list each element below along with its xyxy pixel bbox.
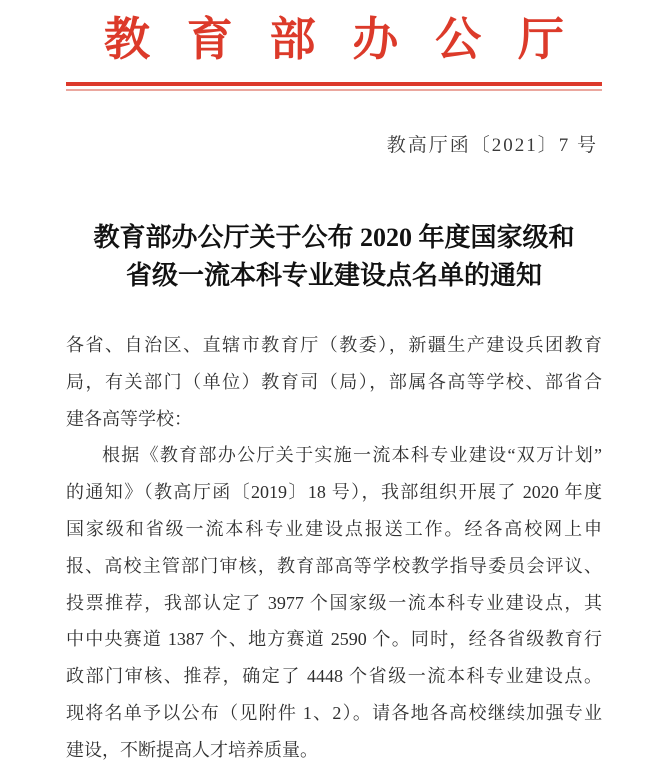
document-body <box>66 327 602 769</box>
document-title-line-1: 教育部办公厅关于公布 2020 年度国家级和 <box>93 223 575 252</box>
document-number: 教高厅函〔2021〕7 号 <box>386 135 598 156</box>
paragraph-line: 国家级和省级一流本科专业建设点报送工作。经各高校网上申 <box>66 518 602 539</box>
addressee-line: 局，有关部门（单位）教育司（局），部属各高等学校、部省合 <box>66 371 602 392</box>
paragraph-line: 的通知》（教高厅函〔2019〕18 号），我部组织开展了 2020 年度 <box>66 482 602 503</box>
letterhead-rule-thin <box>66 89 602 91</box>
document-title <box>40 219 628 295</box>
paragraph-line: 投票推荐，我部认定了 3977 个国家级一流本科专业建设点，其 <box>66 592 602 613</box>
paragraph-line: 中中央赛道 1387 个、地方赛道 2590 个。同时，经各省级教育行 <box>66 629 602 650</box>
addressee-line: 各省、自治区、直辖市教育厅（教委），新疆生产建设兵团教育 <box>66 335 602 355</box>
paragraph-line: 现将名单予以公布（见附件 1、2）。请各地各高校继续加强专业 <box>66 702 602 723</box>
paragraph-line: 报、高校主管部门审核，教育部高等学校教学指导委员会评议、 <box>66 555 602 576</box>
paragraph-line: 根据《教育部办公厅关于实施一流本科专业建设“双万计划” <box>102 445 602 466</box>
paragraph-line: 建设，不断提高人才培养质量。 <box>66 739 318 760</box>
addressee-line: 建各高等学校： <box>66 408 192 429</box>
letterhead-rule-thick <box>66 82 602 86</box>
document-title-line-2: 省级一流本科专业建设点名单的通知 <box>125 261 542 290</box>
paragraph-line: 政部门审核、推荐，确定了 4448 个省级一流本科专业建设点。 <box>66 666 602 687</box>
letterhead-title: 教育部办公厅 <box>103 14 601 65</box>
